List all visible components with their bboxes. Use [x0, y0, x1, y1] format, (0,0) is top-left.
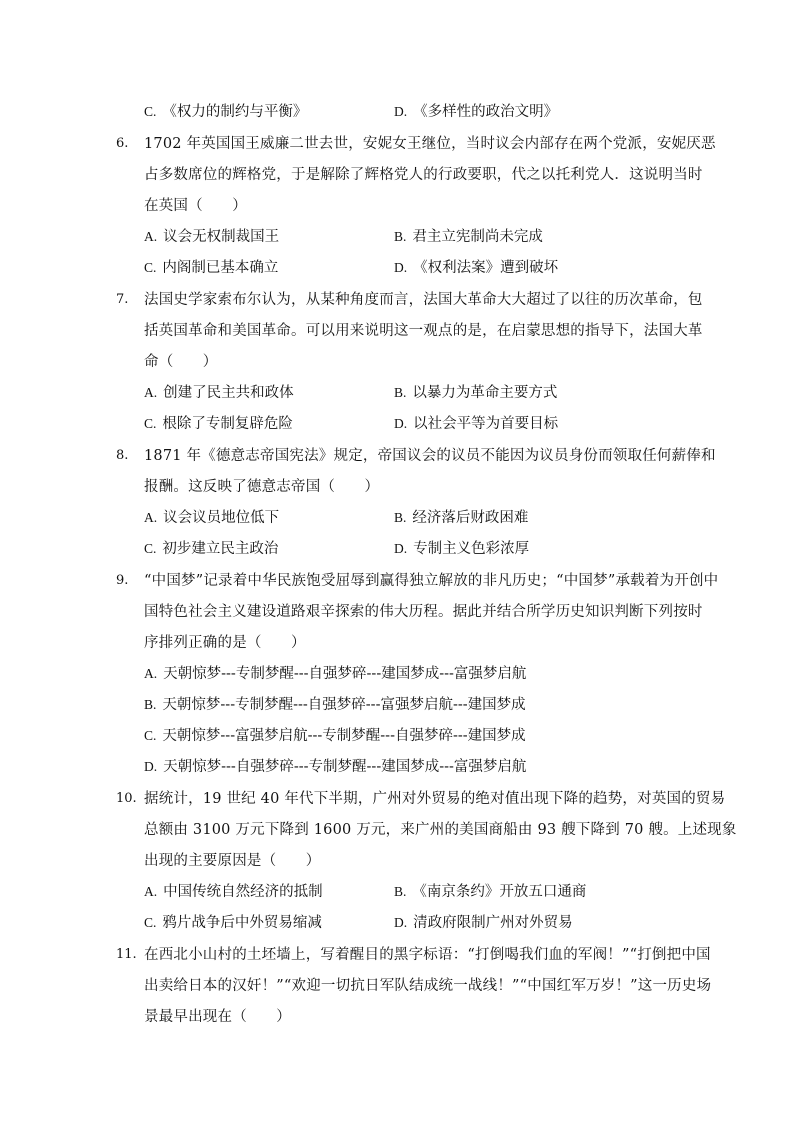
- option-text: 议会无权制裁国王: [163, 229, 280, 245]
- question-number: 6.: [116, 136, 129, 151]
- option-text: 《权力的制约与平衡》: [162, 104, 308, 120]
- question-text-line: 在英国（ ）: [144, 198, 247, 214]
- option-letter: D.: [394, 260, 408, 275]
- option-text: 创建了民主共和政体: [163, 385, 294, 401]
- option-letter: D.: [394, 541, 408, 556]
- question-text-line: 景最早出现在（ ）: [144, 1009, 291, 1025]
- option-letter: A.: [144, 510, 158, 525]
- option-text: 专制主义色彩浓厚: [413, 541, 530, 557]
- question-text-line: 出卖给日本的汉奸！”“欢迎一切抗日军队结成统一战线！”“中国红军万岁！”这一历史场: [144, 978, 712, 994]
- option-text: 《多样性的政治文明》: [413, 104, 559, 120]
- option-c: [144, 258, 278, 278]
- option-text: 议会议员地位低下: [163, 510, 280, 526]
- option-text: 经济落后财政困难: [412, 510, 529, 526]
- option-letter: C.: [144, 541, 157, 556]
- option-letter: D.: [394, 104, 408, 119]
- question-text-line: 报酬。这反映了德意志帝国（ ）: [144, 479, 380, 495]
- question-text-line: 占多数席位的辉格党，于是解除了辉格党人的行政要职，代之以托利党人．这说明当时: [144, 167, 703, 183]
- option-a: [144, 383, 294, 403]
- question-text-line: 1702 年英国国王威廉二世去世，安妮女王继位，当时议会内部存在两个党派，安妮厌恶: [144, 136, 716, 152]
- question-number: 10.: [116, 791, 137, 806]
- question-text-line: 法国史学家索布尔认为，从某种角度而言，法国大革命大大超过了以往的历次革命，包: [144, 292, 703, 308]
- option-letter: B.: [394, 510, 407, 525]
- option-b: [144, 695, 526, 715]
- option-letter: B.: [144, 697, 157, 712]
- option-text: 根除了专制复辟危险: [162, 416, 293, 432]
- question-text-line: 序排列正确的是（ ）: [144, 635, 306, 651]
- option-b: [394, 227, 543, 247]
- option-a: [144, 227, 279, 247]
- option-d: [394, 414, 558, 434]
- option-text: 天朝惊梦---专制梦醒---自强梦碎---富强梦启航---建国梦成: [162, 697, 526, 713]
- option-d: [144, 757, 526, 777]
- option-letter: A.: [144, 385, 158, 400]
- option-letter: D.: [394, 915, 408, 930]
- question-text-line: 在西北小山村的土坯墙上，写着醒目的黑字标语：“打倒喝我们血的军阀！”“打倒把中国: [144, 947, 711, 963]
- question-number: 8.: [116, 448, 129, 463]
- option-letter: C.: [144, 728, 157, 743]
- question-number: 11.: [116, 947, 137, 962]
- question-text-line: 出现的主要原因是（ ）: [144, 853, 321, 869]
- option-d-q5: [394, 102, 558, 122]
- option-letter: A.: [144, 666, 158, 681]
- question-text-line: 括英国革命和美国革命。可以用来说明这一观点的是，在启蒙思想的指导下，法国大革: [144, 323, 703, 339]
- option-a: [144, 664, 526, 684]
- option-text: 鸦片战争后中外贸易缩减: [162, 915, 322, 931]
- option-text: 天朝惊梦---专制梦醒---自强梦碎---建国梦成---富强梦启航: [163, 666, 527, 682]
- question-number: 7.: [116, 292, 129, 307]
- option-b: [394, 383, 557, 403]
- option-letter: C.: [144, 104, 157, 119]
- option-a: [144, 508, 279, 528]
- option-text: 君主立宪制尚未完成: [412, 229, 543, 245]
- option-text: 《南京条约》开放五口通商: [412, 884, 587, 900]
- question-text-line: 命（ ）: [144, 354, 218, 370]
- question-text-line: 国特色社会主义建设道路艰辛探索的伟大历程。据此并结合所学历史知识判断下列按时: [144, 604, 703, 620]
- question-text-line: 1871 年《德意志帝国宪法》规定，帝国议会的议员不能因为议员身份而领取任何薪俸和: [144, 448, 716, 464]
- option-c-q5: [144, 102, 307, 122]
- option-a: [144, 882, 323, 902]
- question-text-line: 据统计，19 世纪 40 年代下半期，广州对外贸易的绝对值出现下降的趋势，对英国的贸易: [144, 791, 726, 807]
- option-letter: A.: [144, 229, 158, 244]
- option-c: [144, 913, 322, 933]
- option-text: 中国传统自然经济的抵制: [163, 884, 323, 900]
- option-text: 以社会平等为首要目标: [413, 416, 559, 432]
- option-letter: A.: [144, 884, 158, 899]
- option-letter: C.: [144, 416, 157, 431]
- option-c: [144, 414, 293, 434]
- option-letter: C.: [144, 915, 157, 930]
- option-letter: B.: [394, 884, 407, 899]
- option-c: [144, 726, 526, 746]
- option-letter: C.: [144, 260, 157, 275]
- option-b: [394, 882, 586, 902]
- option-b: [394, 508, 528, 528]
- option-letter: D.: [144, 759, 158, 774]
- option-letter: D.: [394, 416, 408, 431]
- option-text: 天朝惊梦---富强梦启航---专制梦醒---自强梦碎---建国梦成: [162, 728, 526, 744]
- question-text-line: 总额由 3100 万元下降到 1600 万元，来广州的美国商船由 93 艘下降到 70 艘。上述现象: [144, 822, 737, 838]
- option-text: 以暴力为革命主要方式: [412, 385, 558, 401]
- option-letter: B.: [394, 385, 407, 400]
- option-d: [394, 258, 558, 278]
- option-d: [394, 913, 573, 933]
- option-letter: B.: [394, 229, 407, 244]
- option-c: [144, 539, 278, 559]
- option-text: 清政府限制广州对外贸易: [413, 915, 573, 931]
- option-text: 内阁制已基本确立: [162, 260, 279, 276]
- option-text: 天朝惊梦---自强梦碎---专制梦醒---建国梦成---富强梦启航: [163, 759, 527, 775]
- question-number: 9.: [116, 573, 129, 588]
- option-d: [394, 539, 529, 559]
- question-text-line: “中国梦”记录着中华民族饱受屈辱到赢得独立解放的非凡历史；“中国梦”承载着为开创中: [144, 573, 719, 589]
- option-text: 《权利法案》遭到破坏: [413, 260, 559, 276]
- option-text: 初步建立民主政治: [162, 541, 279, 557]
